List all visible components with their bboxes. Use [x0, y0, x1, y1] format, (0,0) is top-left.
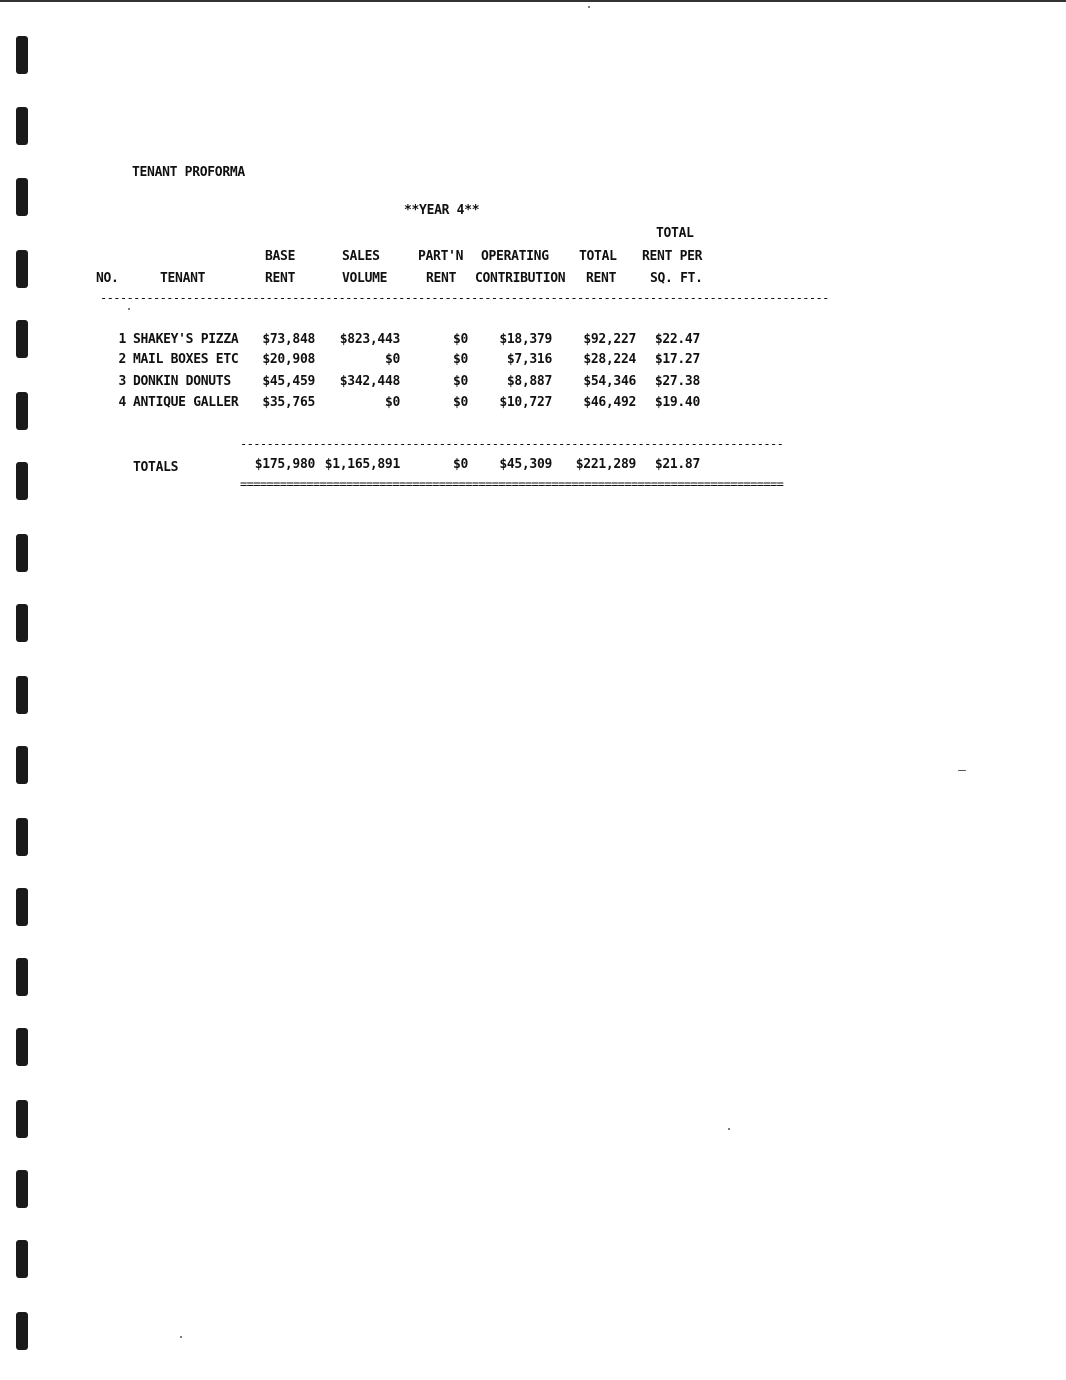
header-operating-contribution-line2: CONTRIBUTION	[475, 271, 566, 286]
scan-speck	[588, 6, 590, 8]
header-sales-volume-line2: VOLUME	[342, 271, 388, 286]
cell-tenant: ANTIQUE GALLER	[133, 395, 239, 410]
totals-sales-volume: $1,165,891	[324, 457, 400, 472]
cell-rent-per-sqft: $19.40	[654, 395, 700, 410]
header-tenant: TENANT	[160, 271, 206, 286]
cell-operating-contribution: $18,379	[499, 332, 552, 347]
scan-speck	[728, 1128, 730, 1130]
header-base-rent-line1: BASE	[265, 249, 296, 264]
cell-rent-per-sqft: $27.38	[654, 374, 700, 389]
binder-hole	[16, 178, 28, 216]
binder-hole	[16, 36, 28, 74]
header-rent-per-sqft-line2: RENT PER	[642, 249, 703, 264]
binder-hole	[16, 320, 28, 358]
cell-sales-volume: $342,448	[339, 374, 400, 389]
totals-operating-contribution: $45,309	[499, 457, 552, 472]
cell-base-rent: $45,459	[262, 374, 315, 389]
cell-total-rent: $54,346	[583, 374, 636, 389]
binder-hole	[16, 107, 28, 145]
binder-hole	[16, 250, 28, 288]
cell-tenant: DONKIN DONUTS	[133, 374, 231, 389]
totals-divider: ----------------------------------------------------------------------------------	[240, 437, 784, 451]
cell-no: 1	[118, 332, 126, 347]
header-total-rent-line1: TOTAL	[579, 249, 617, 264]
header-operating-contribution-line1: OPERATING	[481, 249, 549, 264]
binder-hole	[16, 958, 28, 996]
header-total-rent-line2: RENT	[586, 271, 617, 286]
binder-hole	[16, 888, 28, 926]
cell-tenant: MAIL BOXES ETC	[133, 352, 239, 367]
binder-hole	[16, 1100, 28, 1138]
scan-speck	[958, 770, 966, 771]
totals-total-rent: $221,289	[575, 457, 636, 472]
header-rent-per-sqft-line1: TOTAL	[656, 226, 694, 241]
binder-hole	[16, 392, 28, 430]
header-rent-per-sqft-line3: SQ. FT.	[650, 271, 703, 286]
cell-operating-contribution: $8,887	[506, 374, 552, 389]
cell-total-rent: $92,227	[583, 332, 636, 347]
cell-rent-per-sqft: $17.27	[654, 352, 700, 367]
cell-partn-rent: $0	[452, 374, 468, 389]
cell-rent-per-sqft: $22.47	[654, 332, 700, 347]
binder-hole	[16, 534, 28, 572]
cell-base-rent: $20,908	[262, 352, 315, 367]
cell-no: 4	[118, 395, 126, 410]
cell-tenant: SHAKEY'S PIZZA	[133, 332, 239, 347]
totals-label: TOTALS	[133, 460, 179, 475]
binder-hole	[16, 1312, 28, 1350]
header-sales-volume-line1: SALES	[342, 249, 380, 264]
binder-hole	[16, 746, 28, 784]
cell-partn-rent: $0	[452, 395, 468, 410]
cell-operating-contribution: $7,316	[506, 352, 552, 367]
page-top-edge	[0, 0, 1066, 2]
binder-hole	[16, 1240, 28, 1278]
cell-sales-volume: $0	[384, 352, 400, 367]
binder-hole	[16, 676, 28, 714]
header-partn-rent-line1: PART'N	[418, 249, 464, 264]
report-title: TENANT PROFORMA	[132, 165, 245, 180]
scan-speck	[128, 308, 130, 310]
scan-speck	[180, 1336, 182, 1338]
cell-operating-contribution: $10,727	[499, 395, 552, 410]
cell-sales-volume: $823,443	[339, 332, 400, 347]
header-partn-rent-line2: RENT	[426, 271, 457, 286]
totals-double-rule: ==================================================================================	[240, 477, 784, 491]
binder-hole	[16, 1028, 28, 1066]
binder-hole	[16, 462, 28, 500]
cell-partn-rent: $0	[452, 332, 468, 347]
binder-hole	[16, 818, 28, 856]
cell-base-rent: $35,765	[262, 395, 315, 410]
binder-hole	[16, 604, 28, 642]
totals-rent-per-sqft: $21.87	[654, 457, 700, 472]
binder-hole	[16, 1170, 28, 1208]
totals-base-rent: $175,980	[254, 457, 315, 472]
cell-no: 2	[118, 352, 126, 367]
cell-partn-rent: $0	[452, 352, 468, 367]
header-divider: --------------------------------------------------------------------------------------------------------------	[100, 291, 829, 305]
totals-partn-rent: $0	[452, 457, 468, 472]
cell-sales-volume: $0	[384, 395, 400, 410]
cell-total-rent: $46,492	[583, 395, 636, 410]
report-subtitle: **YEAR 4**	[404, 203, 480, 218]
cell-total-rent: $28,224	[583, 352, 636, 367]
cell-no: 3	[118, 374, 126, 389]
cell-base-rent: $73,848	[262, 332, 315, 347]
header-base-rent-line2: RENT	[265, 271, 296, 286]
header-no: NO.	[96, 271, 119, 286]
